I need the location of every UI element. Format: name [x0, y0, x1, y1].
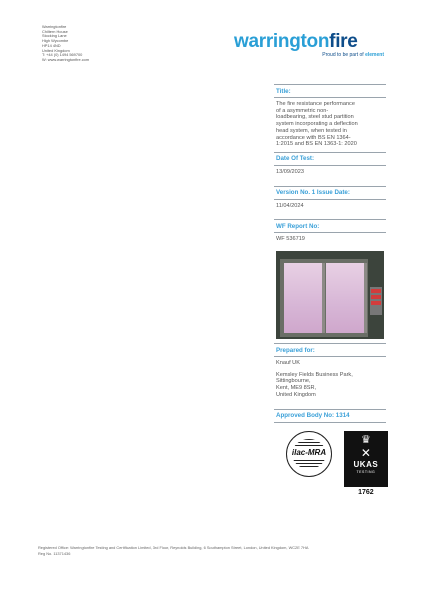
test-date-heading: Date Of Test:	[274, 152, 386, 166]
address-line: Stocking Lane	[42, 33, 67, 39]
accreditation-logos	[274, 423, 386, 499]
ukas-testing-logo: ♛ ✕ UKAS TESTING 1762	[344, 431, 386, 499]
report-number-heading: WF Report No:	[274, 219, 386, 233]
registered-office-footer: Registered Office: Warringtonfire Testing and Certification Limited, 3rd Floor, Reynolds Building, 6 Southampton Street, London, United Kingdom, WC2E 7HA Reg No. 11371436	[38, 545, 309, 556]
test-specimen-photo	[276, 251, 384, 339]
address-line: United Kingdom	[42, 47, 70, 53]
address-line: Warringtonfire	[42, 24, 67, 29]
ilac-mra-logo: ilac-MRA	[284, 431, 332, 483]
address-line: High Wycombe	[42, 38, 69, 44]
ukas-number: 1762	[358, 488, 374, 496]
client-company: Knauf UK	[276, 360, 300, 367]
crown-icon: ♛	[360, 433, 371, 446]
address-line: W: www.warringtonfire.com	[42, 56, 90, 62]
report-details-panel	[274, 84, 386, 499]
approved-body-heading: Approved Body No: 1314	[274, 409, 386, 423]
prepared-for-details	[274, 357, 386, 403]
company-address	[42, 25, 89, 63]
address-line: HP14 4ND	[42, 42, 61, 48]
issue-date-heading: Version No. 1 Issue Date:	[274, 186, 386, 200]
client-address-line: Sittingbourne,	[276, 378, 311, 385]
issue-date-value: 11/04/2024	[276, 202, 304, 209]
client-address-line: United Kingdom	[276, 391, 316, 398]
address-line: T: +44 (0) 1494 569700	[42, 52, 83, 58]
client-address-line: Kemsley Fields Business Park,	[276, 371, 353, 378]
logo-tagline: Proud to be part of element	[322, 52, 384, 58]
client-address-line: Kent, ME9 8SR,	[276, 385, 317, 392]
tick-cross-icon: ✕	[360, 445, 371, 460]
prepared-for-heading: Prepared for:	[274, 343, 386, 357]
test-date-value: 13/09/2023	[276, 168, 304, 175]
title-heading: Title:	[274, 84, 386, 98]
logo-wordmark: warringtonfire	[234, 31, 358, 52]
title-text: The fire resistance performance of a asymmetric non- loadbearing, steel stud partition system incorporating a deflection head system, when tested in accordance with BS EN 1364- 1:2015 and BS EN 1363-1: 2020	[276, 101, 358, 148]
element-logo: element	[365, 52, 384, 58]
warringtonfire-logo	[234, 32, 384, 58]
report-number-value: WF 536719	[276, 236, 305, 243]
address-line: Chiltern House	[42, 28, 68, 34]
